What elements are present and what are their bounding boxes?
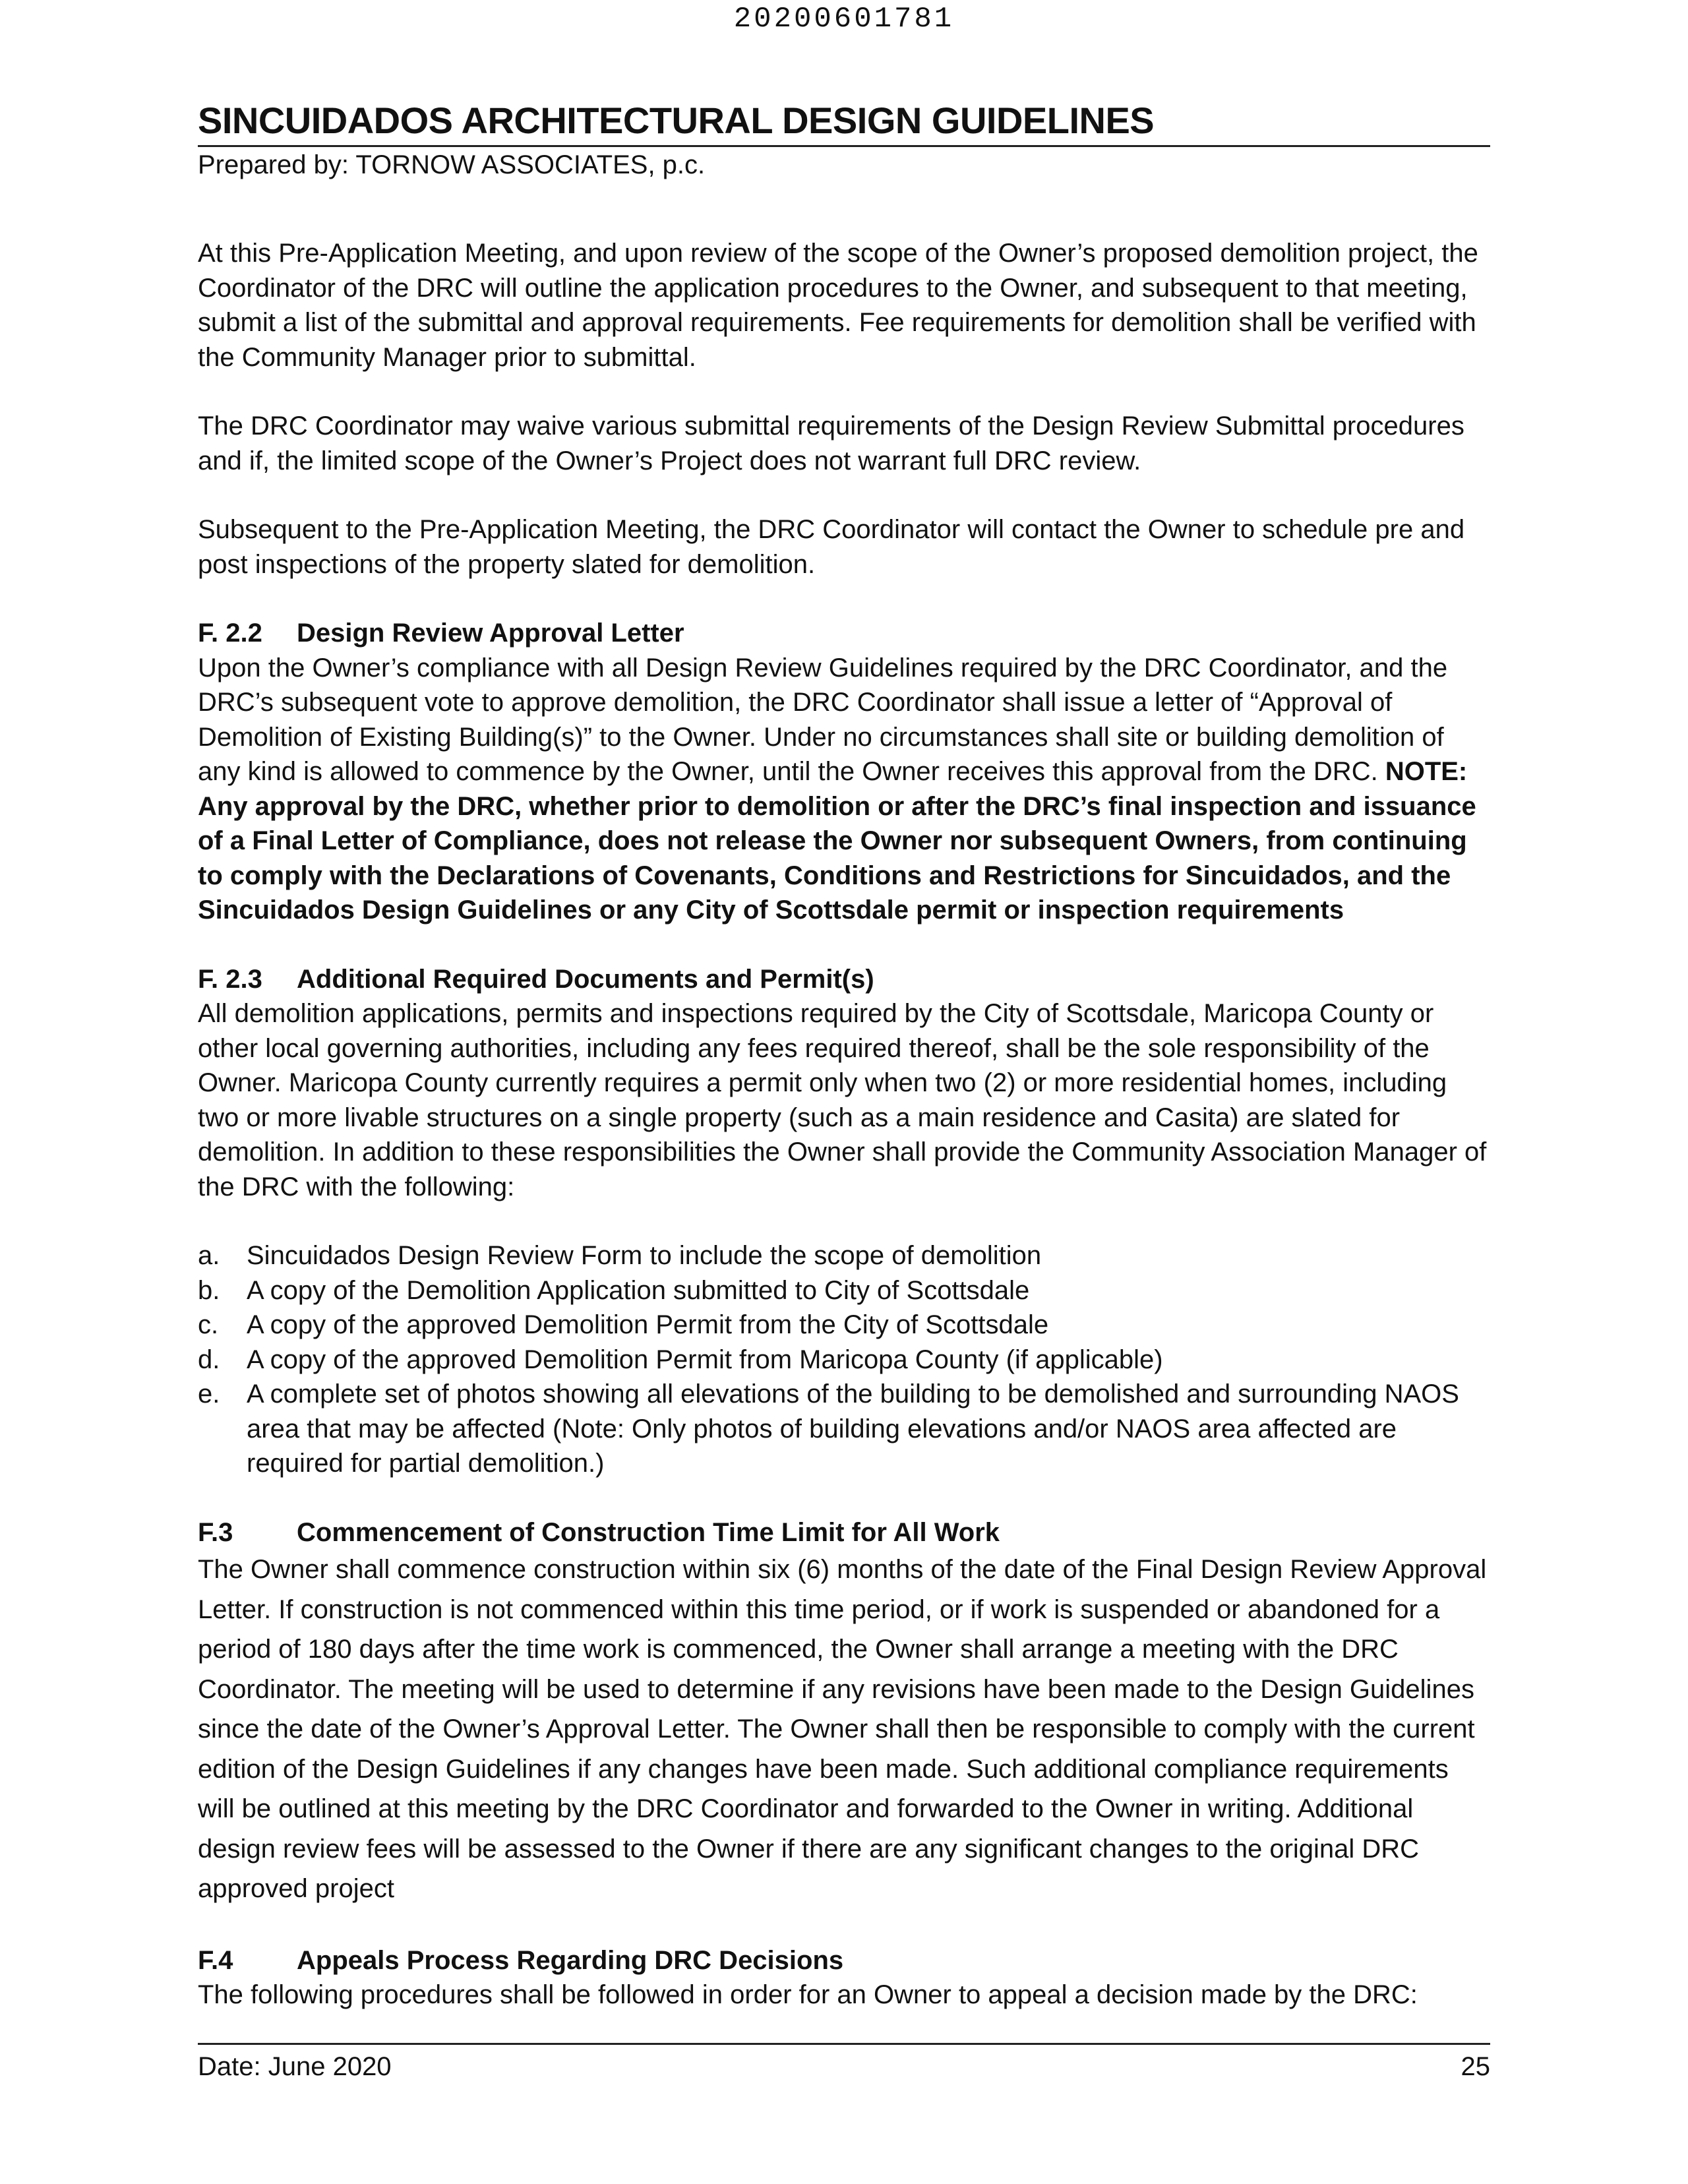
- list-item-text: A complete set of photos showing all elevations of the building to be demolished and surrounding NAOS area that may be affected (Note: Only photos of building elevations and/or NAOS area affected are required for partial demolition.): [247, 1380, 1459, 1478]
- list-item-text: A copy of the approved Demolition Permit from Maricopa County (if applicable): [247, 1345, 1163, 1374]
- list-item-text: Sincuidados Design Review Form to include the scope of demolition: [247, 1241, 1042, 1270]
- document-body: [198, 236, 1490, 2013]
- footer-divider: [198, 2043, 1490, 2045]
- section-number: F. 2.2: [198, 619, 262, 648]
- intro-paragraph-3: Subsequent to the Pre-Application Meeting, the DRC Coordinator will contact the Owner to schedule pre and post inspections of the property slated for demolition.: [198, 515, 1465, 579]
- prepared-by: Prepared by: TORNOW ASSOCIATES, p.c.: [198, 150, 706, 179]
- intro-paragraph-2: The DRC Coordinator may waive various submittal requirements of the Design Review Submittal procedures and if, the limited scope of the Owner’s Project does not warrant full DRC review.: [198, 411, 1464, 475]
- section-number: F.3: [198, 1517, 233, 1547]
- section-text: The Owner shall commence construction within six (6) months of the date of the Final Design Review Approval Letter. If construction is not commenced within this time period, or if work is suspended or abandoned for a period of 180 days after the time work is commenced, the Owner shall arrange a meeting with the DRC Coordinator. The meeting will be used to determine if any revisions have been made to the Design Guidelines since the date of the Owner’s Approval Letter. The Owner shall then be responsible to comply with the current edition of the Design Guidelines if any changes have been made. Such additional compliance requirements will be outlined at this meeting by the DRC Coordinator and forwarded to the Owner in writing. Additional design review fees will be assessed to the Owner if there are any significant changes to the original DRC approved project: [198, 1555, 1487, 1903]
- list-item: [198, 1238, 1490, 1273]
- section-number: F.4: [198, 1945, 233, 1975]
- section-title: Design Review Approval Letter: [297, 619, 684, 648]
- section-f4: [198, 1943, 1490, 2013]
- list-marker: e.: [198, 1380, 220, 1409]
- list-item-text: A copy of the Demolition Application submitted to City of Scottsdale: [247, 1275, 1030, 1305]
- list-item: [198, 1343, 1490, 1378]
- section-text: All demolition applications, permits and inspections required by the City of Scottsdale, Maricopa County or other local governing authorities, including any fees required thereof, shall be the sole responsibility of the Owner. Maricopa County currently requires a permit only when two (2) or more residential homes, including two or more livable structures on a single property (such as a main residence and Casita) are slated for demolition. In addition to these responsibilities the Owner shall provide the Community Association Manager of the DRC with the following:: [198, 999, 1487, 1201]
- list-item: [198, 1308, 1490, 1343]
- footer-date: Date: June 2020: [198, 2052, 392, 2081]
- record-number: 20200601781: [733, 3, 955, 36]
- section-f22-text: Upon the Owner’s compliance with all Design Review Guidelines required by the DRC Coordinator, and the DRC’s subsequent vote to approve demolition, the DRC Coordinator shall issue a letter of “Approval of Demolition of Existing Building(s)” to the Owner. Under no circumstances shall site or building demolition of any kind is allowed to commence by the Owner, until the Owner receives this approval from the DRC.: [198, 653, 1448, 786]
- required-documents-list: [198, 1238, 1490, 1481]
- list-item: [198, 1377, 1490, 1481]
- section-text: The following procedures shall be followed in order for an Owner to appeal a decision made by the DRC:: [198, 1980, 1418, 2009]
- section-f22-note: NOTE: Any approval by the DRC, whether prior to demolition or after the DRC’s final inspection and issuance of a Final Letter of Compliance, does not release the Owner nor subsequent Owners, from continuing to comply with the Declarations of Covenants, Conditions and Restrictions for Sincuidados, and the Sincuidados Design Guidelines or any City of Scottsdale permit or inspection requirements: [198, 757, 1476, 925]
- document-title: SINCUIDADOS ARCHITECTURAL DESIGN GUIDELINES: [198, 100, 1155, 141]
- section-f22: [198, 616, 1490, 928]
- section-f3: [198, 1515, 1490, 1909]
- intro-paragraph-1: At this Pre-Application Meeting, and upon review of the scope of the Owner’s proposed demolition project, the Coordinator of the DRC will outline the application procedures to the Owner, and subsequent to that meeting, submit a list of the submittal and approval requirements. Fee requirements for demolition shall be verified with the Community Manager prior to submittal.: [198, 239, 1478, 372]
- list-item: [198, 1273, 1490, 1308]
- footer-row: [198, 2050, 1490, 2083]
- list-marker: b.: [198, 1275, 220, 1305]
- page-number: 25: [1461, 2052, 1490, 2081]
- section-title: Appeals Process Regarding DRC Decisions: [297, 1945, 844, 1975]
- section-title: Commencement of Construction Time Limit for All Work: [297, 1517, 1000, 1547]
- page-footer: [198, 2043, 1490, 2083]
- list-item-text: A copy of the approved Demolition Permit from the City of Scottsdale: [247, 1310, 1049, 1339]
- section-text: [198, 651, 1490, 928]
- list-marker: c.: [198, 1310, 219, 1339]
- section-title: Additional Required Documents and Permit(s): [297, 964, 874, 994]
- section-heading: [198, 1943, 1490, 1978]
- section-number: F. 2.3: [198, 964, 262, 994]
- page-header: [198, 99, 1490, 181]
- list-marker: a.: [198, 1241, 220, 1270]
- section-heading: [198, 962, 1490, 997]
- header-divider: [198, 145, 1490, 147]
- section-f23: [198, 962, 1490, 1481]
- section-heading: [198, 1515, 1490, 1550]
- list-marker: d.: [198, 1345, 220, 1374]
- section-heading: [198, 616, 1490, 651]
